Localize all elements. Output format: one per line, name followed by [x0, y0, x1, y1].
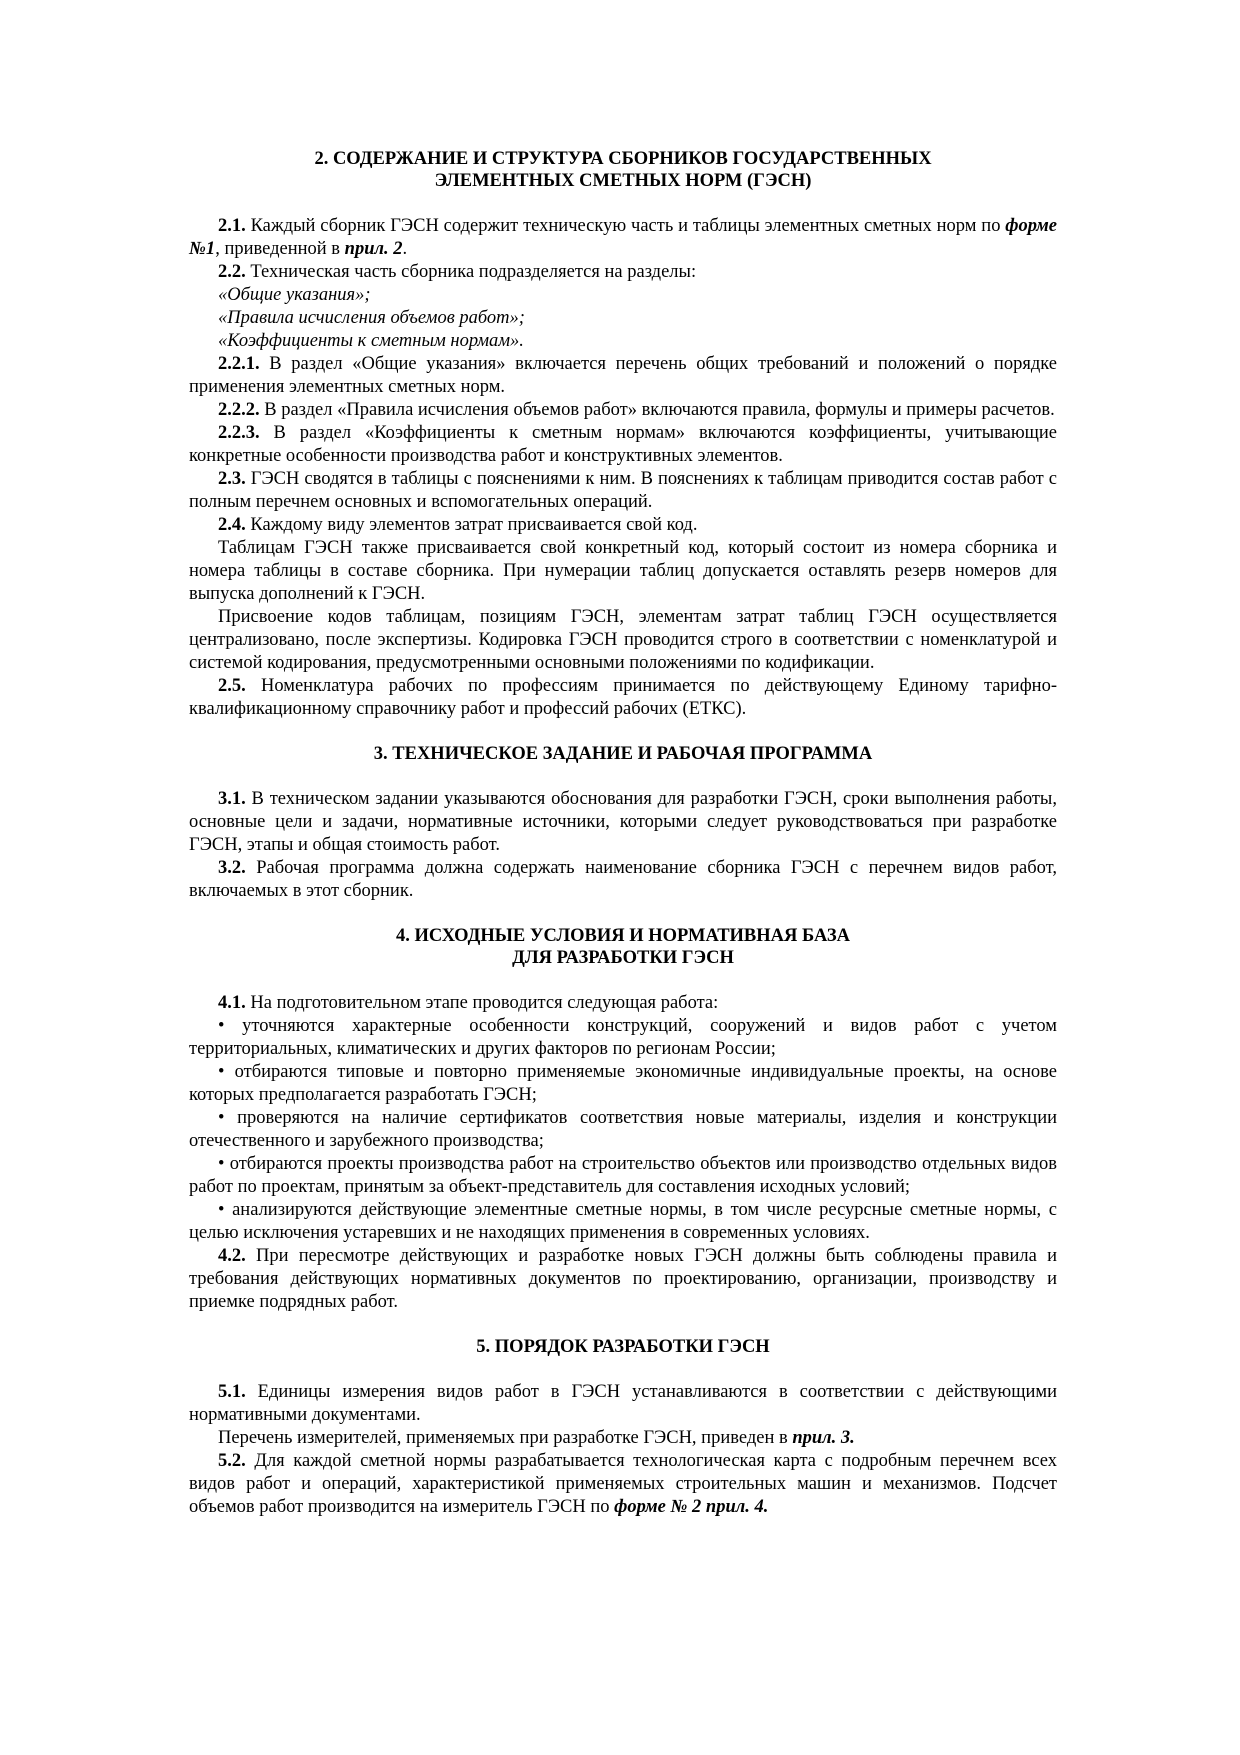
paragraph-2-4-c: Присвоение кодов таблицам, позициям ГЭСН, элементам затрат таблиц ГЭСН осуществляется централизовано, после экспертизы. Кодировка ГЭСН проводится строго в соответствии с номенклатурой и системой кодирования, предусмотренными основными положениями по кодификации.	[189, 607, 1057, 673]
clause-number: 2.2.2.	[218, 400, 260, 420]
paragraph-text: Для каждой сметной нормы разрабатывается технологическая карта с подробным перечнем всех видов работ и операций, характеристикой применяемых строительных машин и механизмов. Подсчет объемов работ производится на измеритель ГЭСН по	[189, 1451, 1057, 1517]
paragraph-text: Единицы измерения видов работ в ГЭСН устанавливаются в соответствии с действующими нормативными документами.	[189, 1382, 1057, 1425]
paragraph-3-1	[189, 788, 1057, 857]
bullet-item: • проверяются на наличие сертификатов соответствия новые материалы, изделия и конструкции отечественного и зарубежного производства;	[189, 1108, 1057, 1151]
paragraph-text: При пересмотре действующих и разработке новых ГЭСН должны быть соблюдены правила и требования действующих нормативных документов по проектированию, организации, производству и приемке подрядных работ.	[189, 1246, 1057, 1312]
paragraph-text: В раздел «Правила исчисления объемов работ» включаются правила, формулы и примеры расчетов.	[259, 400, 1055, 420]
section-name: «Коэффициенты к сметным нормам».	[218, 331, 524, 351]
clause-number: 2.2.1.	[218, 354, 260, 374]
paragraph-text: Техническая часть сборника подразделяется на разделы:	[245, 262, 697, 282]
clause-number: 2.3.	[218, 469, 246, 489]
clause-number: 2.2.3.	[218, 423, 260, 443]
clause-number: 2.5.	[218, 676, 246, 696]
paragraph-3-2	[189, 857, 1057, 903]
section-2-heading-line-2: ЭЛЕМЕНТНЫХ СМЕТНЫХ НОРМ (ГЭСН)	[434, 171, 812, 191]
clause-number: 5.2.	[218, 1451, 246, 1471]
clause-number: 5.1.	[218, 1382, 246, 1402]
list-item	[189, 330, 1057, 353]
paragraph-2-2-2	[189, 399, 1057, 422]
paragraph-text: Перечень измерителей, применяемых при разработке ГЭСН, приведен в	[218, 1428, 793, 1448]
appendix-reference: прил. 3.	[792, 1428, 855, 1448]
appendix-reference: прил. 2	[344, 239, 403, 259]
section-name: «Правила исчисления объемов работ»;	[218, 308, 525, 328]
section-3-heading: 3. ТЕХНИЧЕСКОЕ ЗАДАНИЕ И РАБОЧАЯ ПРОГРАММА	[373, 744, 873, 764]
bullet-item: • уточняются характерные особенности конструкций, сооружений и видов работ с учетом территориальных, климатических и других факторов по регионам России;	[189, 1016, 1057, 1059]
document-page	[189, 148, 1057, 1519]
paragraph-text: В раздел «Коэффициенты к сметным нормам» включаются коэффициенты, учитывающие конкретные особенности производства работ и конструктивных элементов.	[189, 423, 1057, 466]
paragraph-2-4-b: Таблицам ГЭСН также присваивается свой конкретный код, который состоит из номера сборника и номера таблицы в составе сборника. При нумерации таблиц допускается оставлять резерв номеров для выпуска дополнений к ГЭСН.	[189, 538, 1057, 604]
bullet-item: • отбираются типовые и повторно применяемые экономичные индивидуальные проекты, на основе которых предполагается разработать ГЭСН;	[189, 1062, 1057, 1105]
section-name: «Общие указания»;	[218, 285, 371, 305]
clause-number: 2.2.	[218, 262, 246, 282]
section-4-heading-line-2: ДЛЯ РАЗРАБОТКИ ГЭСН	[512, 948, 734, 968]
clause-number: 4.2.	[218, 1246, 246, 1266]
paragraph-2-5	[189, 675, 1057, 721]
paragraph-text: В раздел «Общие указания» включается перечень общих требований и положений о порядке применения элементных сметных норм.	[189, 354, 1057, 397]
paragraph-2-1	[189, 215, 1057, 261]
list-item	[189, 307, 1057, 330]
section-5-heading: 5. ПОРЯДОК РАЗРАБОТКИ ГЭСН	[476, 1337, 770, 1357]
paragraph-4-2	[189, 1245, 1057, 1314]
section-4-heading-line-1: 4. ИСХОДНЫЕ УСЛОВИЯ И НОРМАТИВНАЯ БАЗА	[395, 926, 851, 946]
paragraph-text: .	[402, 239, 408, 259]
paragraph-5-1	[189, 1381, 1057, 1427]
paragraph-2-2-3	[189, 422, 1057, 468]
paragraph-2-4	[189, 514, 1057, 537]
paragraph-text: Номенклатура рабочих по профессиям принимается по действующему Единому тарифно-квалификационному справочнику работ и профессий рабочих (ЕТКС).	[189, 676, 1057, 719]
form-reference: форме №1	[189, 216, 1057, 259]
paragraph-4-1	[189, 992, 1057, 1015]
list-item	[189, 284, 1057, 307]
paragraph-text: На подготовительном этапе проводится следующая работа:	[245, 993, 719, 1013]
section-4-heading	[189, 925, 1057, 969]
paragraph-text: , приведенной в	[215, 239, 345, 259]
clause-number: 2.1.	[218, 216, 246, 236]
paragraph-2-2	[189, 261, 1057, 284]
section-2-heading	[189, 148, 1057, 192]
clause-number: 3.1.	[218, 789, 246, 809]
paragraph-2-2-1	[189, 353, 1057, 399]
paragraph-text: Каждому виду элементов затрат присваивается свой код.	[245, 515, 698, 535]
paragraph-text: В техническом задании указываются обоснования для разработки ГЭСН, сроки выполнения работы, основные цели и задачи, нормативные источники, которыми следует руководствоваться при разработке ГЭСН, этапы и общая стоимость работ.	[189, 789, 1057, 855]
clause-number: 2.4.	[218, 515, 246, 535]
paragraph-5-1-b	[189, 1427, 1057, 1450]
clause-number: 3.2.	[218, 858, 246, 878]
form-reference: форме № 2 прил. 4.	[614, 1497, 769, 1517]
paragraph-text: Рабочая программа должна содержать наименование сборника ГЭСН с перечнем видов работ, включаемых в этот сборник.	[189, 858, 1057, 901]
paragraph-2-3	[189, 468, 1057, 514]
paragraph-5-2	[189, 1450, 1057, 1519]
section-2-heading-line-1: 2. СОДЕРЖАНИЕ И СТРУКТУРА СБОРНИКОВ ГОСУДАРСТВЕННЫХ	[314, 149, 932, 169]
bullet-item: • отбираются проекты производства работ на строительство объектов или производство отдельных видов работ по проектам, принятым за объект-представитель для составления исходных условий;	[189, 1154, 1057, 1197]
paragraph-text: Каждый сборник ГЭСН содержит техническую часть и таблицы элементных сметных норм по	[245, 216, 1006, 236]
bullet-item: • анализируются действующие элементные сметные нормы, в том числе ресурсные сметные нормы, с целью исключения устаревших и не находящих применения в современных условиях.	[189, 1200, 1057, 1243]
paragraph-text: ГЭСН сводятся в таблицы с пояснениями к ним. В пояснениях к таблицам приводится состав работ с полным перечнем основных и вспомогательных операций.	[189, 469, 1057, 512]
clause-number: 4.1.	[218, 993, 246, 1013]
